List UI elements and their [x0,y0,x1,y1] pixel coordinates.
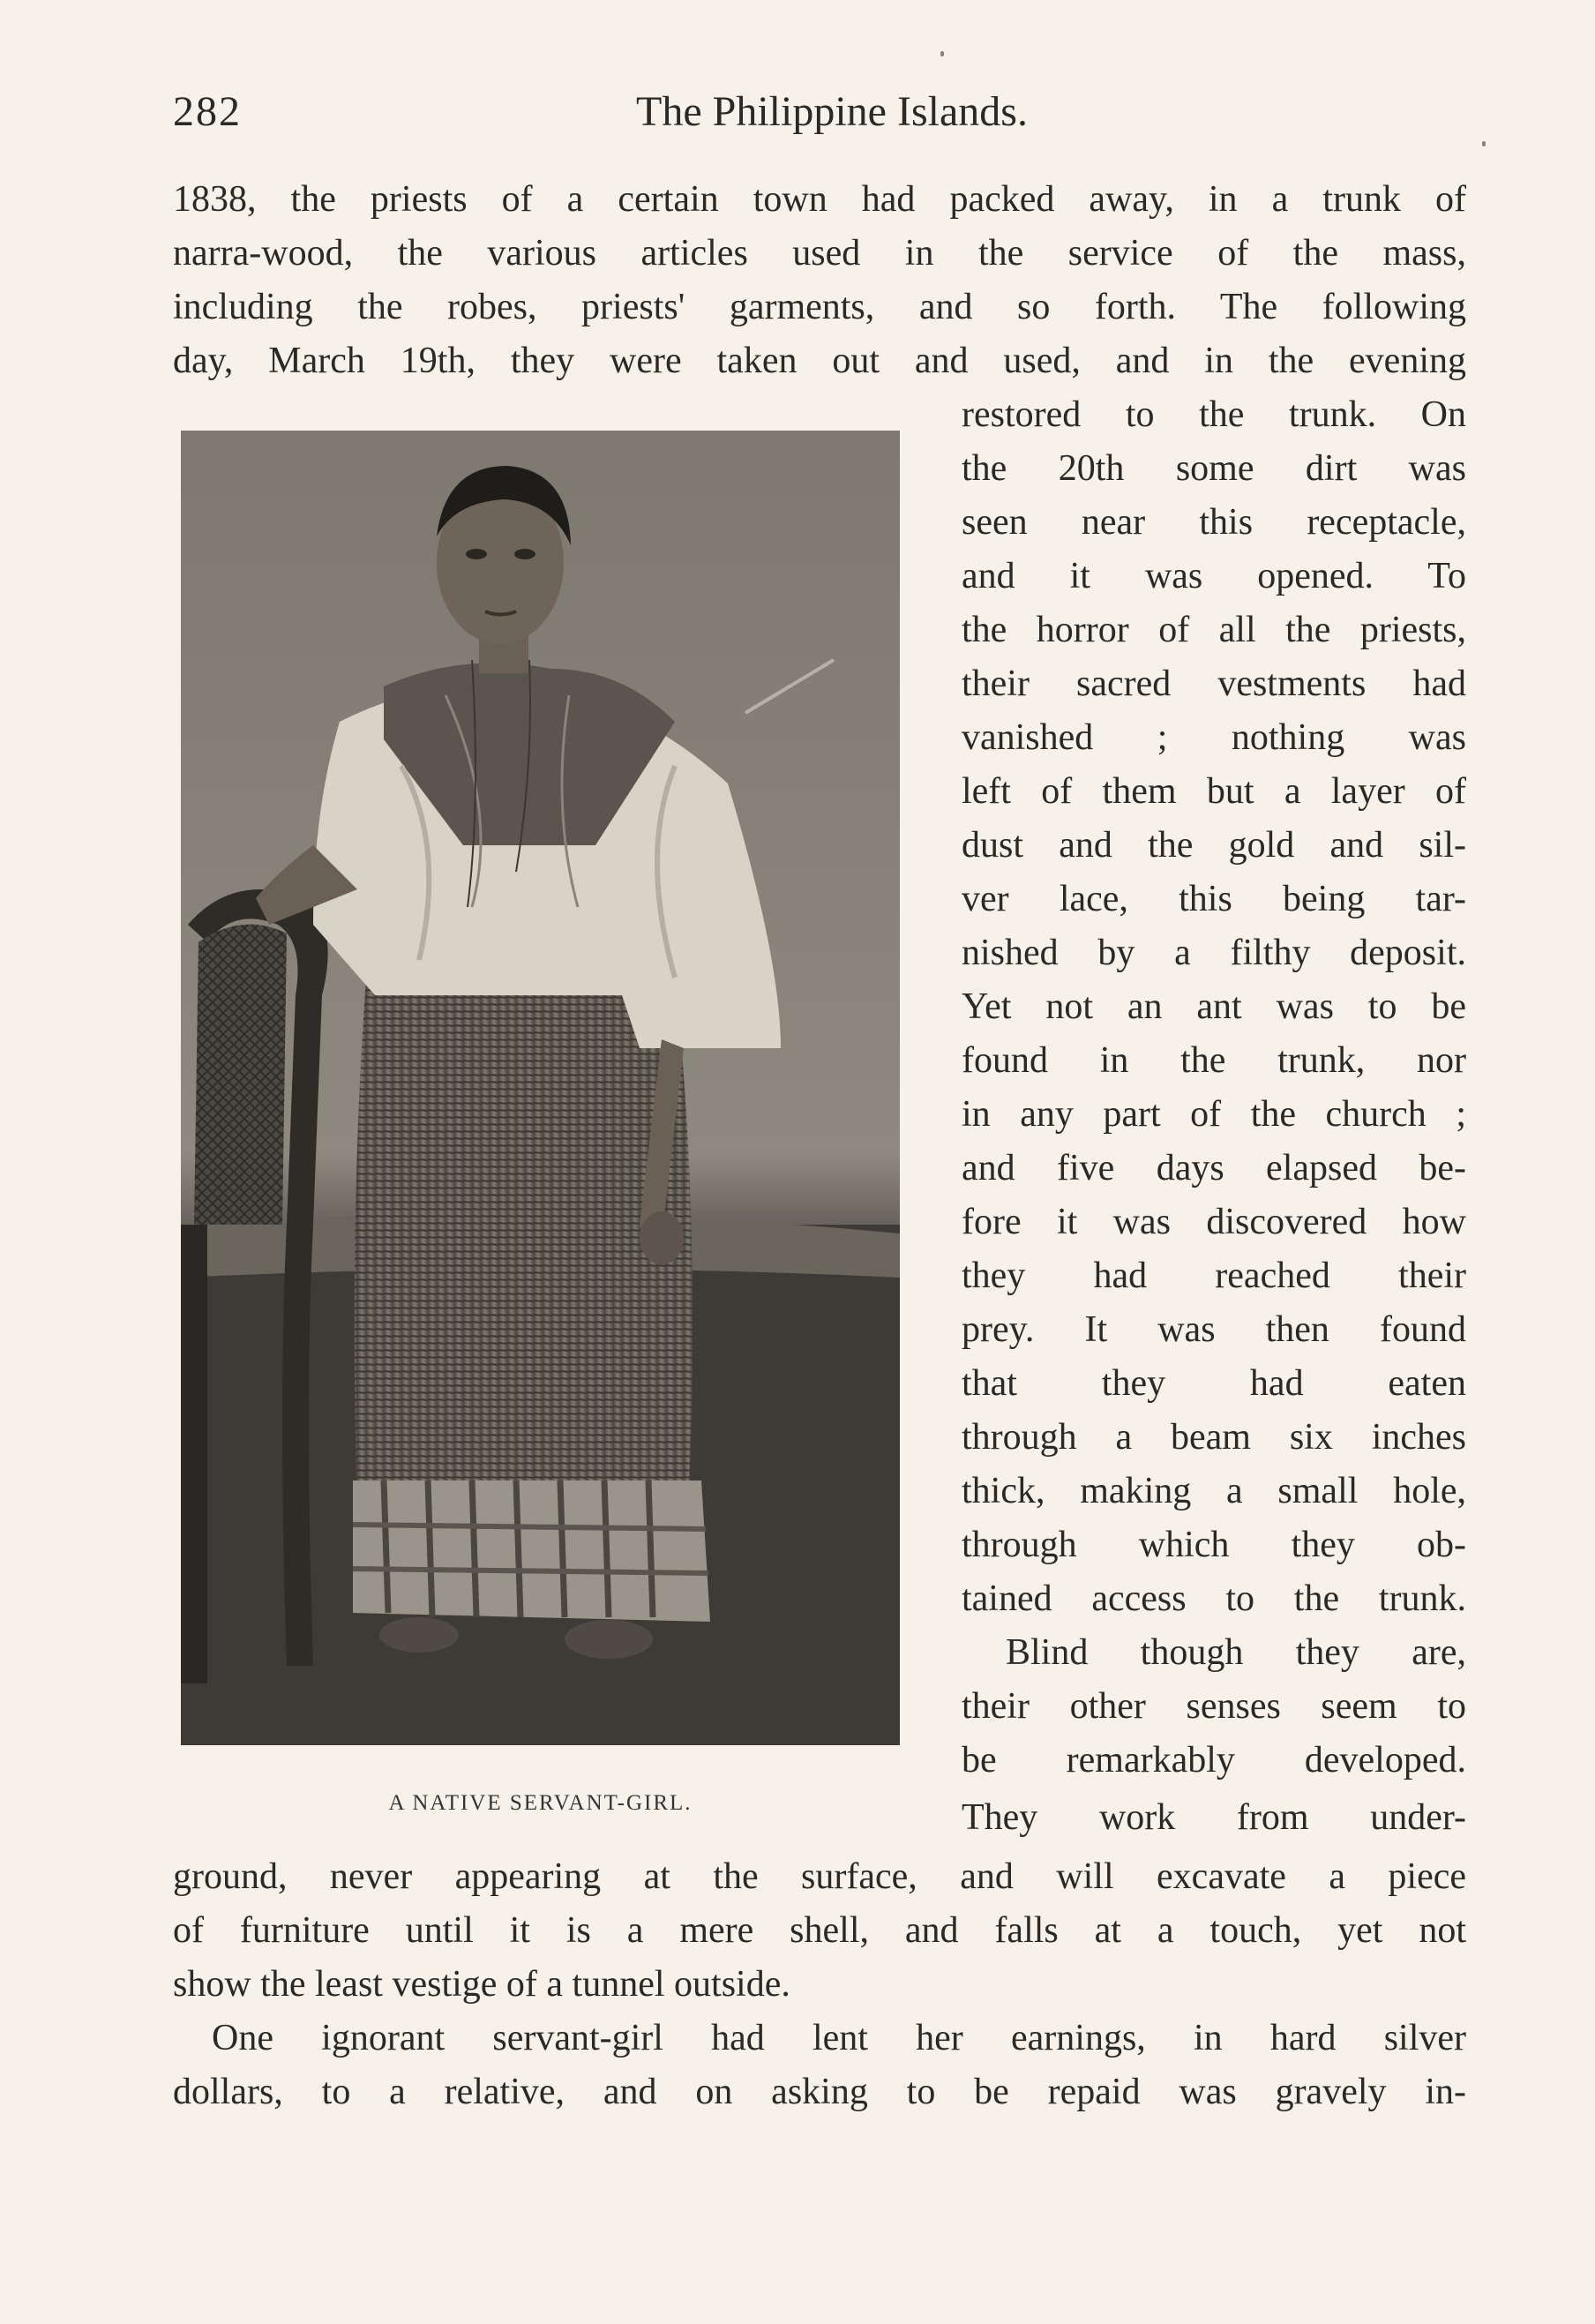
text-line-21: they had reached their [962,1256,1466,1296]
text-line-13: dust and the gold and sil- [962,825,1466,866]
text-line-36: dollars, to a relative, and on asking to be repaid was gravely in- [173,2072,1466,2112]
photograph-plate [181,431,900,1745]
figure-caption: A NATIVE SERVANT-GIRL. [388,1791,693,1815]
text-line-22: prey. It was then found [962,1309,1466,1350]
text-line-12: left of them but a layer of [962,771,1466,812]
text-line-15: nished by a filthy deposit. [962,933,1466,973]
text-line-34: show the least vestige of a tunnel outside. [173,1964,790,2005]
text-line-25: thick, making a small hole, [962,1471,1466,1511]
paper-speck [940,51,944,56]
text-line-10: their sacred vestments had [962,663,1466,704]
text-line-9: the horror of all the priests, [962,610,1466,650]
text-line-5: restored to the trunk. On [962,394,1466,435]
text-line-2: narra-wood, the various articles used in the service of the mass, [173,233,1466,274]
text-line-35: One ignorant servant-girl had lent her earnings, in hard silver [212,2018,1466,2058]
photograph-standing-woman-icon [181,431,900,1745]
text-line-33: of furniture until it is a mere shell, and falls at a touch, yet not [173,1910,1466,1951]
text-line-7: seen near this receptacle, [962,502,1466,543]
text-line-19: and five days elapsed be- [962,1148,1466,1188]
paper-speck [1482,141,1486,146]
text-line-6: the 20th some dirt was [962,448,1466,489]
text-line-32: ground, never appearing at the surface, and will excavate a piece [173,1856,1466,1897]
text-line-18: in any part of the church ; [962,1094,1466,1135]
text-line-17: found in the trunk, nor [962,1040,1466,1081]
text-line-14: ver lace, this being tar- [962,879,1466,919]
text-line-20: fore it was discovered how [962,1202,1466,1242]
running-head [173,81,1464,143]
text-line-16: Yet not an ant was to be [962,986,1466,1027]
text-line-29: their other senses seem to [962,1686,1466,1727]
text-line-1: 1838, the priests of a certain town had packed away, in a trunk of [173,179,1466,220]
text-line-4: day, March 19th, they were taken out and used, and in the evening [173,341,1466,381]
running-title: The Philippine Islands. [636,88,1028,135]
text-line-27: tained access to the trunk. [962,1578,1466,1619]
page-number: 282 [173,88,242,135]
text-line-24: through a beam six inches [962,1417,1466,1458]
text-line-23: that they had eaten [962,1363,1466,1404]
text-line-3: including the robes, priests' garments, and so forth. The following [173,287,1466,327]
text-line-31: They work from under- [962,1797,1466,1838]
text-line-11: vanished ; nothing was [962,717,1466,758]
text-line-26: through which they ob- [962,1525,1466,1565]
text-line-8: and it was opened. To [962,556,1466,596]
text-line-30: be remarkably developed. [962,1740,1466,1780]
text-line-28: Blind though they are, [1006,1632,1466,1673]
